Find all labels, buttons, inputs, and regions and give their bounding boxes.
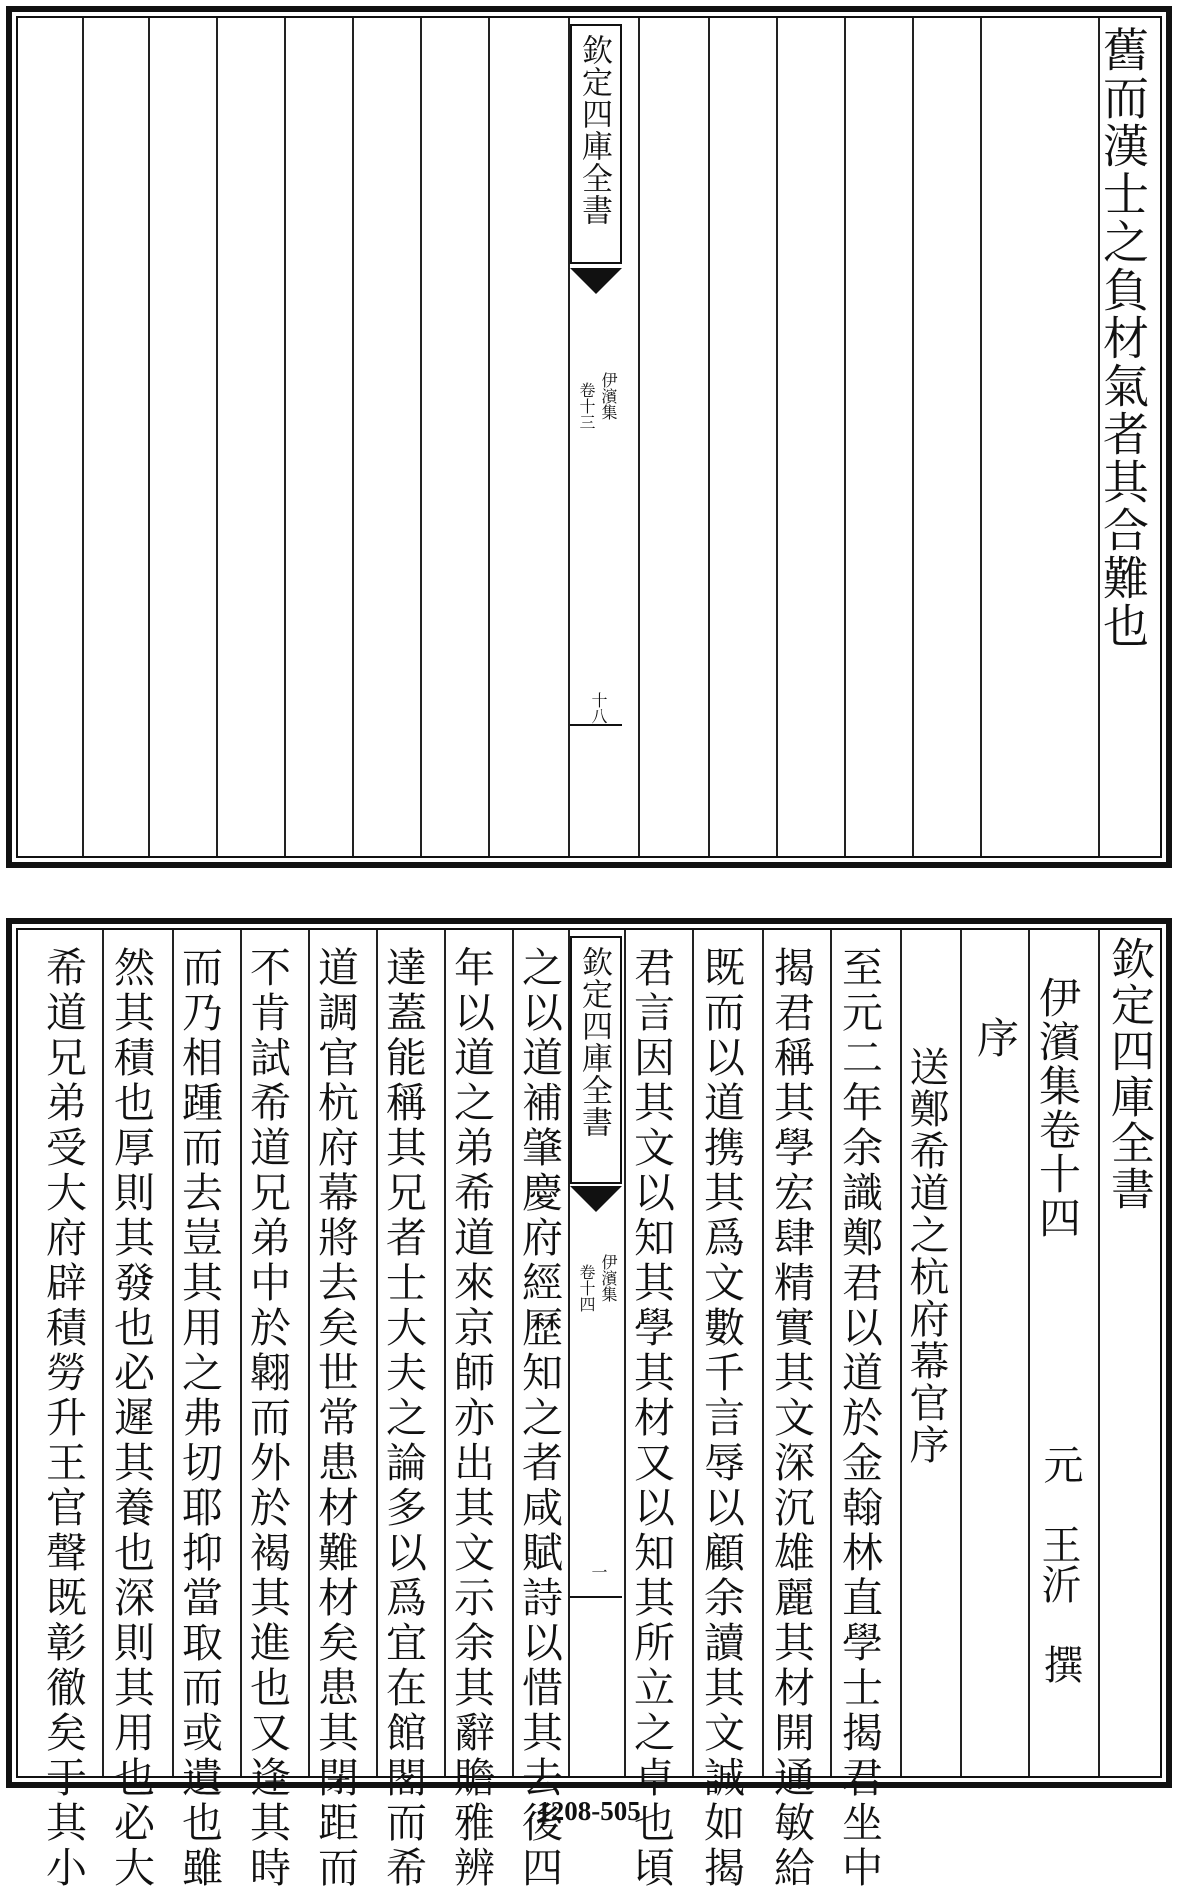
text-column: 而乃相踵而去豈其用之弗切耶抑當取而或遺也雖	[175, 946, 223, 1891]
author-role: 撰	[1037, 1644, 1083, 1688]
column-rule	[830, 930, 832, 1776]
book-volume-title: 伊濱集卷十四	[1033, 976, 1082, 1240]
column-rule	[980, 18, 982, 856]
text-column: 達蓋能稱其兄者士大夫之論多以爲宜在館閣而希	[379, 946, 427, 1891]
text-column: 舊而漢士之負材氣者其合難也	[1096, 26, 1150, 650]
column-rule	[102, 930, 104, 1776]
fish-tail-mark	[570, 1186, 622, 1212]
column-rule	[376, 930, 378, 1776]
column-rule	[352, 18, 354, 856]
column-rule	[1028, 930, 1030, 1776]
fold-book-title: 伊濱集	[599, 372, 618, 420]
column-rule	[844, 18, 846, 856]
column-rule	[624, 930, 626, 1776]
fold-rule	[570, 724, 622, 726]
text-column: 不肯試希道兄弟中於翺而外於褐其進也又逢其時	[243, 946, 291, 1891]
series-title: 欽定四庫全書	[1103, 936, 1154, 1212]
text-column: 君言因其文以知其學其材又以知其所立之卓也頃	[627, 946, 675, 1891]
fish-tail-mark	[570, 268, 622, 294]
column-rule	[762, 930, 764, 1776]
fold-leaf-number: 十八	[589, 692, 608, 724]
column-rule	[420, 18, 422, 856]
fold-leaf-number: 一	[589, 1564, 608, 1580]
column-rule	[216, 18, 218, 856]
text-column: 然其積也厚則其發也必遲其養也深則其用也必大	[107, 946, 155, 1891]
column-rule	[708, 18, 710, 856]
text-column: 之以道補肇慶府經歷知之者咸賦詩以惜其去後四	[515, 946, 563, 1891]
essay-title: 送鄭希道之杭府幕官序	[903, 1046, 949, 1466]
fold-book-title: 伊濱集	[599, 1254, 618, 1302]
column-rule	[1098, 930, 1100, 1776]
fold-series-title: 欽定四庫全書	[576, 946, 612, 1138]
top-page-panel	[6, 6, 1172, 868]
column-rule	[172, 930, 174, 1776]
column-rule	[692, 930, 694, 1776]
text-column: 年以道之弟希道來京師亦出其文示余其辭贍雅辨	[447, 946, 495, 1891]
column-rule	[900, 930, 902, 1776]
text-column: 至元二年余識鄭君以道於金翰林直學士揭君坐中	[835, 946, 883, 1891]
column-rule	[284, 18, 286, 856]
page-number: 1208-505	[537, 1796, 641, 1826]
text-column: 既而以道携其爲文數千言辱以顧余讀其文誠如揭	[697, 946, 745, 1891]
column-rule	[512, 930, 514, 1776]
fold-rule	[570, 1596, 622, 1598]
fold-volume: 卷十三	[577, 382, 596, 430]
fold-series-title: 欽定四庫全書	[576, 34, 612, 226]
column-rule	[776, 18, 778, 856]
column-rule	[148, 18, 150, 856]
fold-volume: 卷十四	[577, 1264, 596, 1312]
column-rule	[240, 930, 242, 1776]
author-dynasty: 元	[1037, 1444, 1083, 1488]
column-rule	[82, 18, 84, 856]
column-rule	[638, 18, 640, 856]
text-column: 揭君稱其學宏肆精實其文深沉雄麗其材開通敏給	[767, 946, 815, 1891]
column-rule	[488, 18, 490, 856]
text-column: 道調官杭府幕將去矣世常患材難材矣患其閉距而	[311, 946, 359, 1891]
column-rule	[444, 930, 446, 1776]
text-column: 希道兄弟受大府辟積勞升王官聲既彰徹矣于其小	[39, 946, 87, 1891]
author-name: 王沂	[1035, 1524, 1081, 1604]
column-rule	[308, 930, 310, 1776]
column-rule	[912, 18, 914, 856]
column-rule	[960, 930, 962, 1776]
section-heading: 序	[971, 1016, 1020, 1062]
